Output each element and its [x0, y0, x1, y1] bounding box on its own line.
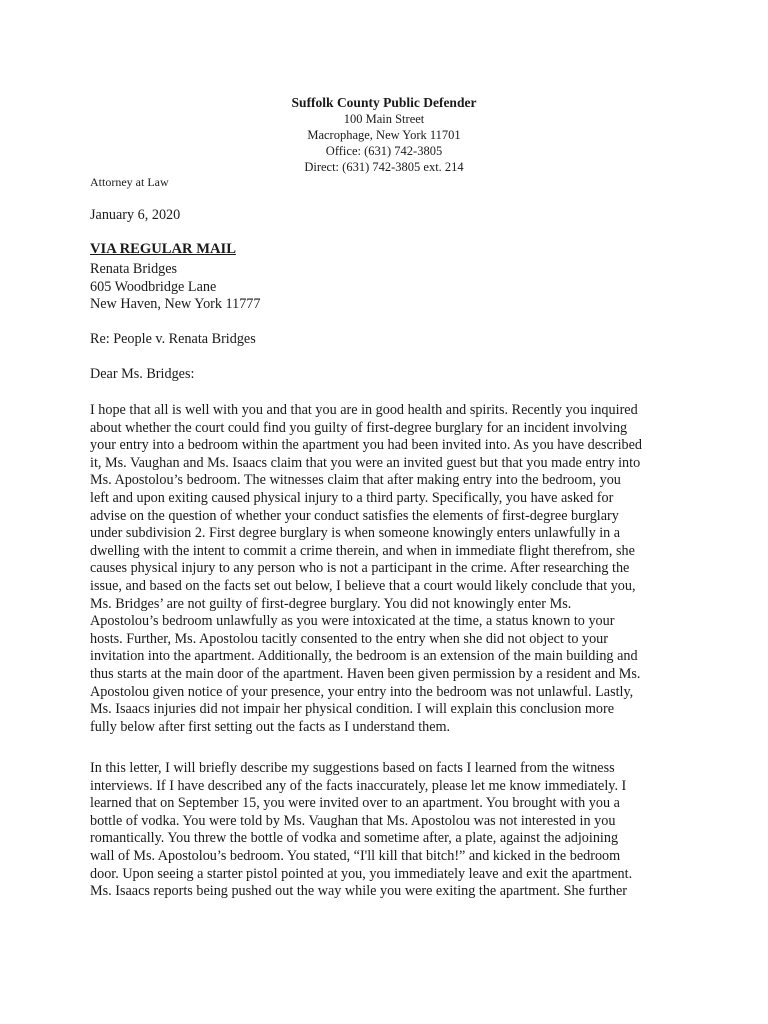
body-paragraph-1: [90, 402, 690, 736]
paragraph-line: Apostolou’s bedroom unlawfully as you were intoxicated at the time, a status known to your: [90, 613, 615, 630]
recipient-city: New Haven, New York 11777: [90, 296, 261, 313]
paragraph-line: learned that on September 15, you were invited over to an apartment. You brought with you a: [90, 795, 620, 812]
paragraph-line: your entry into a bedroom within the apartment you had been invited into. As you have described: [90, 437, 642, 454]
paragraph-line: bottle of vodka. You were told by Ms. Vaughan that Ms. Apostolou was not interested in you: [90, 812, 616, 829]
paragraph-line: door. Upon seeing a starter pistol pointed at you, you immediately leave and exit the apartment.: [90, 865, 633, 882]
paragraph-line: it, Ms. Vaughan and Ms. Isaacs claim that you were an invited guest but that you made entry into: [90, 454, 641, 471]
recipient-street: 605 Woodbridge Lane: [90, 278, 217, 295]
letterhead: [0, 94, 768, 175]
letterhead-street: 100 Main Street: [343, 112, 425, 126]
body-paragraph-2: [90, 760, 690, 901]
letterhead-city: Macrophage, New York 11701: [307, 128, 461, 142]
paragraph-line: issue, and based on the facts set out below, I believe that a court would likely conclude that you,: [90, 577, 636, 594]
paragraph-line: fully below after first setting out the facts as I understand them.: [90, 718, 451, 735]
paragraph-line: advise on the question of whether your conduct satisfies the elements of first-degree burglary: [90, 507, 619, 524]
paragraph-line: wall of Ms. Apostolou’s bedroom. You stated, “I'll kill that bitch!” and kicked in the bedroom: [90, 847, 621, 864]
recipient-address: [90, 261, 690, 314]
direct-phone: Direct: (631) 742-3805 ext. 214: [304, 160, 464, 174]
paragraph-line: Ms. Bridges’ are not guilty of first-degree burglary. You did not knowingly enter Ms.: [90, 595, 572, 612]
paragraph-line: about whether the court could find you guilty of first-degree burglary for an incident involving: [90, 419, 628, 436]
paragraph-line: under subdivision 2. First degree burglary is when someone knowingly enters unlawfully in a: [90, 525, 621, 542]
paragraph-line: interviews. If I have described any of the facts inaccurately, please let me know immediately. I: [90, 777, 627, 794]
mail-method: VIA REGULAR MAIL: [90, 241, 236, 257]
attorney-label: Attorney at Law: [90, 175, 169, 189]
paragraph-line: thus starts at the main door of the apartment. Haven been given permission by a resident and Ms.: [90, 665, 641, 682]
recipient-name: Renata Bridges: [90, 261, 178, 277]
paragraph-line: hosts. Further, Ms. Apostolou tacitly consented to the entry when she did not object to your: [90, 630, 608, 647]
paragraph-line: In this letter, I will briefly describe my suggestions based on facts I learned from the witness: [90, 760, 615, 776]
paragraph-line: Ms. Isaacs injuries did not impair her physical condition. I will explain this conclusion more: [90, 701, 615, 718]
organization-name: Suffolk County Public Defender: [291, 95, 477, 110]
paragraph-line: causes physical injury to any person who is not a participant in the crime. After researching the: [90, 560, 630, 577]
paragraph-line: invitation into the apartment. Additionally, the bedroom is an extension of the main building and: [90, 648, 638, 665]
paragraph-line: dwelling with the intent to commit a crime therein, and when in immediate flight therefrom, she: [90, 542, 635, 559]
paragraph-line: Ms. Apostolou’s bedroom. The witnesses claim that after making entry into the bedroom, you: [90, 472, 621, 489]
paragraph-line: left and upon exiting caused physical injury to a third party. Specifically, you have asked for: [90, 489, 614, 506]
paragraph-line: I hope that all is well with you and that you are in good health and spirits. Recently you inquired: [90, 402, 638, 418]
letter-date: January 6, 2020: [90, 207, 181, 223]
paragraph-line: Ms. Isaacs reports being pushed out the way while you were exiting the apartment. She further: [90, 883, 628, 900]
re-line: Re: People v. Renata Bridges: [90, 331, 256, 347]
salutation: Dear Ms. Bridges:: [90, 366, 195, 382]
paragraph-line: romantically. You threw the bottle of vodka and sometime after, a plate, against the adjoining: [90, 830, 619, 847]
office-phone: Office: (631) 742-3805: [325, 144, 443, 158]
paragraph-line: Apostolou given notice of your presence, your entry into the bedroom was not unlawful. Lastly,: [90, 683, 634, 700]
